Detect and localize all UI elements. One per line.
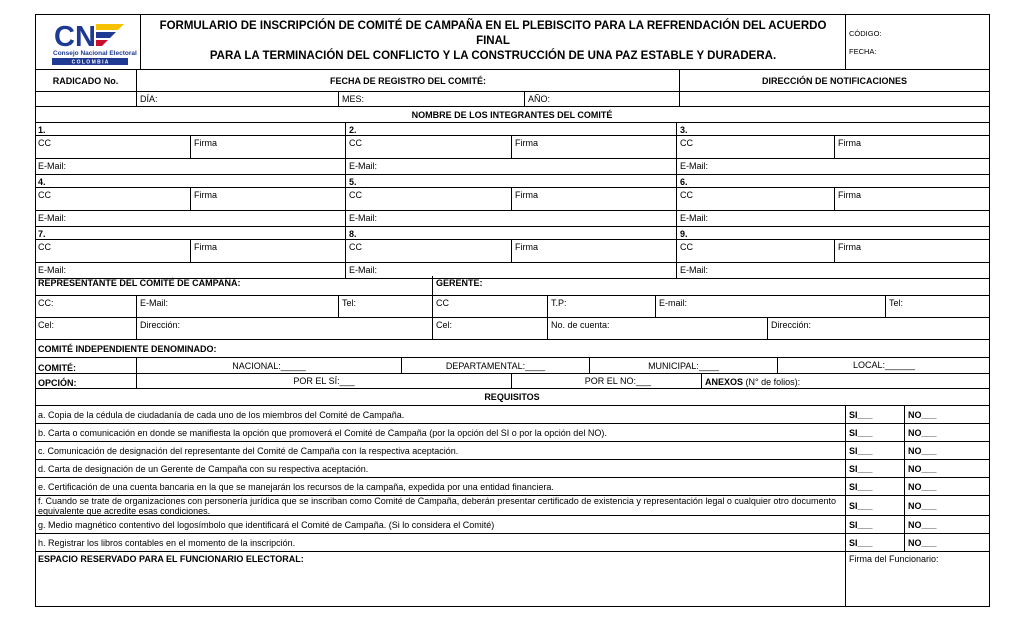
member-firma-field[interactable]: Firma bbox=[512, 136, 677, 159]
requisito-item: h. Registrar los libros contables en el momento de la inscripción. bbox=[35, 534, 846, 552]
anexos-suffix: (N° de folios): bbox=[743, 377, 801, 387]
espacio-reservado-label: ESPACIO RESERVADO PARA EL FUNCIONARIO ELECTORAL: bbox=[35, 552, 846, 607]
municipal-option[interactable]: MUNICIPAL:____ bbox=[590, 358, 778, 374]
requisito-si-option[interactable]: SI___ bbox=[846, 516, 905, 534]
requisito-si-option[interactable]: SI___ bbox=[846, 424, 905, 442]
member-email-field[interactable]: E-Mail: bbox=[346, 159, 677, 175]
firma-funcionario-field[interactable]: Firma del Funcionario: bbox=[846, 552, 990, 607]
codigo-label: CÓDIGO: bbox=[849, 29, 882, 38]
requisito-no-option[interactable]: NO___ bbox=[905, 534, 990, 552]
member-number: 9. bbox=[677, 227, 990, 240]
cne-logo bbox=[38, 16, 138, 68]
gerente-cc-field[interactable]: CC bbox=[433, 296, 548, 318]
rep-direccion-field[interactable]: Dirección: bbox=[137, 318, 433, 340]
gerente-tp-field[interactable]: T.P: bbox=[548, 296, 656, 318]
requisito-no-option[interactable]: NO___ bbox=[905, 478, 990, 496]
member-email-field[interactable]: E-Mail: bbox=[677, 159, 990, 175]
fecha-registro-label: FECHA DE REGISTRO DEL COMITÉ: bbox=[137, 70, 680, 92]
rep-email-field[interactable]: E-Mail: bbox=[137, 296, 339, 318]
member-firma-field[interactable]: Firma bbox=[191, 188, 346, 211]
member-number: 8. bbox=[346, 227, 677, 240]
member-number: 1. bbox=[35, 123, 346, 136]
member-cc-field[interactable]: CC bbox=[35, 188, 191, 211]
requisito-no-option[interactable]: NO___ bbox=[905, 442, 990, 460]
member-email-field[interactable]: E-Mail: bbox=[35, 263, 346, 279]
member-email-field[interactable]: E-Mail: bbox=[677, 211, 990, 227]
mes-field[interactable]: MES: bbox=[339, 92, 525, 107]
form-title-line2: PARA LA TERMINACIÓN DEL CONFLICTO Y LA CONSTRUCCIÓN DE UNA PAZ ESTABLE Y DURADERA. bbox=[209, 50, 777, 62]
requisitos-header: REQUISITOS bbox=[35, 389, 990, 406]
title-cell bbox=[141, 14, 846, 70]
member-number: 7. bbox=[35, 227, 346, 240]
member-cc-field[interactable]: CC bbox=[346, 136, 512, 159]
logo-letters: CN bbox=[54, 21, 96, 53]
member-firma-field[interactable]: Firma bbox=[835, 136, 990, 159]
requisito-si-option[interactable]: SI___ bbox=[846, 496, 905, 516]
rep-cel-field[interactable]: Cel: bbox=[35, 318, 137, 340]
member-number: 6. bbox=[677, 175, 990, 188]
opcion-label: OPCIÓN: bbox=[35, 374, 137, 389]
gerente-email-field[interactable]: E-mail: bbox=[656, 296, 886, 318]
gerente-direccion-field[interactable]: Dirección: bbox=[768, 318, 990, 340]
requisito-si-option[interactable]: SI___ bbox=[846, 534, 905, 552]
member-cc-field[interactable]: CC bbox=[35, 136, 191, 159]
member-firma-field[interactable]: Firma bbox=[191, 240, 346, 263]
member-cc-field[interactable]: CC bbox=[35, 240, 191, 263]
form-title-line1: FORMULARIO DE INSCRIPCIÓN DE COMITÉ DE CAMPAÑA EN EL PLEBISCITO PARA LA REFRENDACIÓN DEL ACUERDO FINAL bbox=[159, 20, 827, 47]
radicado-label: RADICADO No. bbox=[35, 70, 137, 92]
member-email-field[interactable]: E-Mail: bbox=[35, 159, 346, 175]
logo-country: C O L O M B I A bbox=[71, 59, 109, 66]
rep-cc-field[interactable]: CC: bbox=[35, 296, 137, 318]
por-si-option[interactable]: POR EL SÍ:___ bbox=[137, 374, 512, 389]
requisito-item: f. Cuando se trate de organizaciones con personería jurídica que se inscriban como Comité de Campaña, deberán presentar certificado de existencia y representación legal o cualquier otro documento equivalente que acredite esas condiciones. bbox=[35, 496, 846, 516]
member-firma-field[interactable]: Firma bbox=[835, 188, 990, 211]
logo-cell bbox=[35, 14, 141, 70]
member-cc-field[interactable]: CC bbox=[346, 188, 512, 211]
anexos-field[interactable] bbox=[702, 374, 990, 389]
codigo-cell bbox=[846, 14, 990, 70]
requisito-item: b. Carta o comunicación en donde se manifiesta la opción que promoverá el Comité de Campaña (por la opción del SI o por la opción del NO). bbox=[35, 424, 846, 442]
direccion-notificaciones-label: DIRECCIÓN DE NOTIFICACIONES bbox=[680, 70, 990, 92]
member-cc-field[interactable]: CC bbox=[677, 188, 835, 211]
local-option[interactable]: LOCAL:______ bbox=[778, 358, 990, 374]
logo-name: Consejo Nacional Electoral bbox=[53, 50, 137, 57]
representante-label: REPRESENTANTE DEL COMITÉ DE CAMPAÑA: bbox=[35, 276, 433, 296]
requisito-no-option[interactable]: NO___ bbox=[905, 516, 990, 534]
direccion-value[interactable] bbox=[680, 92, 990, 107]
anexos-label: ANEXOS bbox=[705, 377, 744, 387]
member-number: 3. bbox=[677, 123, 990, 136]
member-firma-field[interactable]: Firma bbox=[835, 240, 990, 263]
member-email-field[interactable]: E-Mail: bbox=[346, 263, 677, 279]
gerente-tel-field[interactable]: Tel: bbox=[886, 296, 990, 318]
nacional-option[interactable]: NACIONAL:_____ bbox=[137, 358, 402, 374]
gerente-cel-field[interactable]: Cel: bbox=[433, 318, 548, 340]
requisito-si-option[interactable]: SI___ bbox=[846, 406, 905, 424]
dia-field[interactable]: DÍA: bbox=[137, 92, 339, 107]
member-firma-field[interactable]: Firma bbox=[512, 188, 677, 211]
requisito-no-option[interactable]: NO___ bbox=[905, 496, 990, 516]
member-email-field[interactable]: E-Mail: bbox=[35, 211, 346, 227]
requisito-item: c. Comunicación de designación del representante del Comité de Campaña con la respectiva aceptación. bbox=[35, 442, 846, 460]
comite-label: COMITÉ: bbox=[35, 358, 137, 374]
requisito-si-option[interactable]: SI___ bbox=[846, 478, 905, 496]
requisito-item: g. Medio magnético contentivo del logosímbolo que identificará el Comité de Campaña. (Si lo considera el Comité) bbox=[35, 516, 846, 534]
rep-tel-field[interactable]: Tel: bbox=[339, 296, 433, 318]
member-firma-field[interactable]: Firma bbox=[512, 240, 677, 263]
requisito-item: e. Certificación de una cuenta bancaria en la que se manejarán los recursos de la campaña, expedida por una entidad financiera. bbox=[35, 478, 846, 496]
comite-independiente-label: COMITÉ INDEPENDIENTE DENOMINADO: bbox=[35, 340, 990, 358]
member-email-field[interactable]: E-Mail: bbox=[346, 211, 677, 227]
member-cc-field[interactable]: CC bbox=[346, 240, 512, 263]
requisito-no-option[interactable]: NO___ bbox=[905, 424, 990, 442]
fecha-label: FECHA: bbox=[849, 47, 877, 56]
gerente-label: GERENTE: bbox=[433, 276, 990, 296]
requisito-no-option[interactable]: NO___ bbox=[905, 406, 990, 424]
gerente-cuenta-field[interactable]: No. de cuenta: bbox=[548, 318, 768, 340]
requisito-item: a. Copia de la cédula de ciudadanía de cada uno de los miembros del Comité de Campaña. bbox=[35, 406, 846, 424]
member-number: 5. bbox=[346, 175, 677, 188]
member-email-field[interactable]: E-Mail: bbox=[677, 263, 990, 279]
radicado-value[interactable] bbox=[35, 92, 137, 107]
member-cc-field[interactable]: CC bbox=[677, 136, 835, 159]
requisito-no-option[interactable]: NO___ bbox=[905, 460, 990, 478]
requisito-item: d. Carta de designación de un Gerente de Campaña con su respectiva aceptación. bbox=[35, 460, 846, 478]
requisito-si-option[interactable]: SI___ bbox=[846, 460, 905, 478]
member-cc-field[interactable]: CC bbox=[677, 240, 835, 263]
departamental-option[interactable]: DEPARTAMENTAL:____ bbox=[402, 358, 590, 374]
member-number: 4. bbox=[35, 175, 346, 188]
anio-field[interactable]: AÑO: bbox=[525, 92, 680, 107]
member-firma-field[interactable]: Firma bbox=[191, 136, 346, 159]
por-no-option[interactable]: POR EL NO:___ bbox=[512, 374, 702, 389]
integrantes-header: NOMBRE DE LOS INTEGRANTES DEL COMITÉ bbox=[35, 107, 990, 123]
member-number: 2. bbox=[346, 123, 677, 136]
requisito-si-option[interactable]: SI___ bbox=[846, 442, 905, 460]
